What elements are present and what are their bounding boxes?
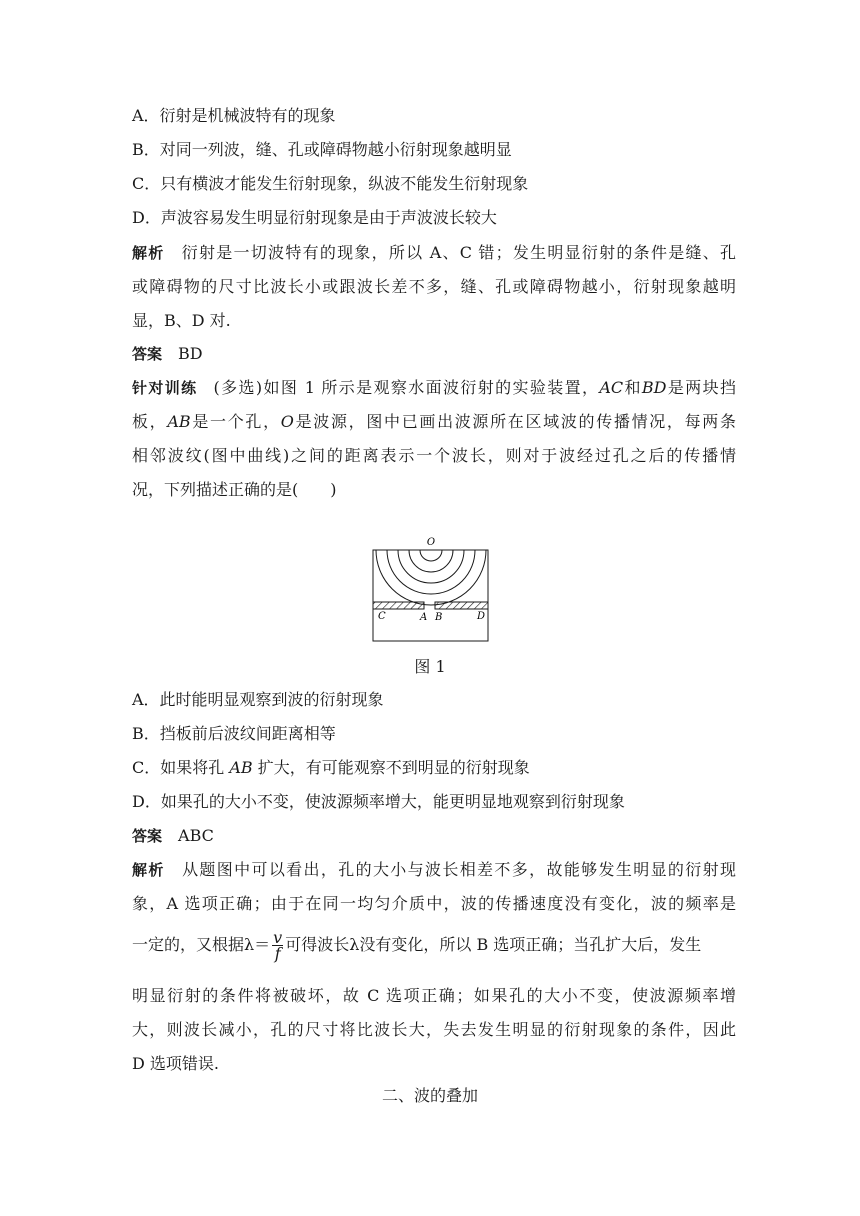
answer-label: 答案 bbox=[132, 827, 163, 845]
section-title: 二、波的叠加 bbox=[381, 1086, 478, 1105]
q2-answer bbox=[132, 826, 736, 846]
q1-option-d: D．声波容易发生明显衍射现象是由于声波波长较大 bbox=[132, 208, 497, 227]
analysis-label: 解析 bbox=[132, 861, 165, 879]
q2-option-d: D．如果孔的大小不变，使波源频率增大，能更明显地观察到衍射现象 bbox=[132, 792, 625, 811]
figure-caption: 图 1 bbox=[414, 657, 446, 676]
fraction-v-over-f: $\frac{v}{f}$ bbox=[273, 928, 283, 963]
q2-option-c: C．如果将孔 AB 扩大，有可能观察不到明显的衍射现象 bbox=[132, 758, 530, 777]
q2-stem-line-1: 针对训练 (多选)如图 1 所示是观察水面波衍射的实验装置，AC和BD是两块挡 bbox=[132, 378, 736, 397]
q2-stem-line-2: 板，AB是一个孔，O是波源，图中已画出波源所在区域波的传播情况，每两条 bbox=[132, 412, 736, 431]
wave-diffraction-figure bbox=[372, 534, 490, 644]
wavefront-3 bbox=[398, 550, 464, 583]
label-b: B bbox=[435, 612, 443, 623]
label-a: A bbox=[420, 612, 428, 623]
q1-analysis-line-1: 解析 衍射是一切波特有的现象，所以 A、C 错；发生明显衍射的条件是缝、孔 bbox=[132, 243, 736, 262]
barrier-bd bbox=[435, 602, 488, 609]
q2-option-a: A．此时能明显观察到波的衍射现象 bbox=[132, 690, 384, 709]
q1-option-b: B．对同一列波，缝、孔或障碍物越小衍射现象越明显 bbox=[132, 140, 512, 159]
answer-label: 答案 bbox=[132, 345, 163, 363]
q1-answer bbox=[132, 344, 736, 364]
wavefront-1 bbox=[420, 550, 442, 561]
q1-option-a: A．衍射是机械波特有的现象 bbox=[132, 106, 336, 125]
q2-analysis-line-5: 大，则波长减小，孔的尺寸将比波长大，失去发生明显的衍射现象的条件，因此 bbox=[132, 1020, 736, 1039]
q2-analysis-line-2: 象，A 选项正确；由于在同一均匀介质中，波的传播速度没有变化，波的频率是 bbox=[132, 894, 736, 913]
label-c: C bbox=[378, 611, 386, 622]
barrier-ac bbox=[373, 602, 424, 609]
label-o: O bbox=[426, 537, 436, 548]
q2-stem-line-3: 相邻波纹(图中曲线)之间的距离表示一个波长，则对于波经过孔之后的传播情 bbox=[132, 446, 736, 465]
label-d: D bbox=[477, 611, 486, 622]
wavefront-5 bbox=[376, 550, 486, 605]
wavefronts bbox=[376, 550, 486, 605]
q2-analysis-line-3: 一定的，又根据λ＝ $\frac{v}{f}$ 可得波长λ没有变化，所以 B 选项正确；当孔扩大后，发生 bbox=[132, 928, 702, 963]
analysis-label: 解析 bbox=[132, 244, 165, 262]
q2-stem-line-4: 况，下列描述正确的是( ) bbox=[132, 480, 337, 499]
q2-analysis-line-1: 解析 从题图中可以看出，孔的大小与波长相差不多，故能够发生明显的衍射现 bbox=[132, 860, 736, 879]
q1-analysis-line-3: 显，B、D 对. bbox=[132, 311, 231, 330]
practice-label: 针对训练 bbox=[132, 379, 198, 397]
water-tank bbox=[373, 550, 488, 641]
answer-value: BD bbox=[178, 344, 203, 363]
q2-option-b: B．挡板前后波纹间距离相等 bbox=[132, 724, 336, 743]
q2-analysis-line-6: D 选项错误. bbox=[132, 1054, 220, 1073]
q2-analysis-line-4: 明显衍射的条件将被破坏，故 C 选项正确；如果孔的大小不变，使波源频率增 bbox=[132, 986, 736, 1005]
q1-option-c: C．只有横波才能发生衍射现象，纵波不能发生衍射现象 bbox=[132, 174, 529, 193]
answer-value: ABC bbox=[178, 826, 214, 845]
q1-analysis-line-2: 或障碍物的尺寸比波长小或跟波长差不多，缝、孔或障碍物越小，衍射现象越明 bbox=[132, 277, 736, 296]
